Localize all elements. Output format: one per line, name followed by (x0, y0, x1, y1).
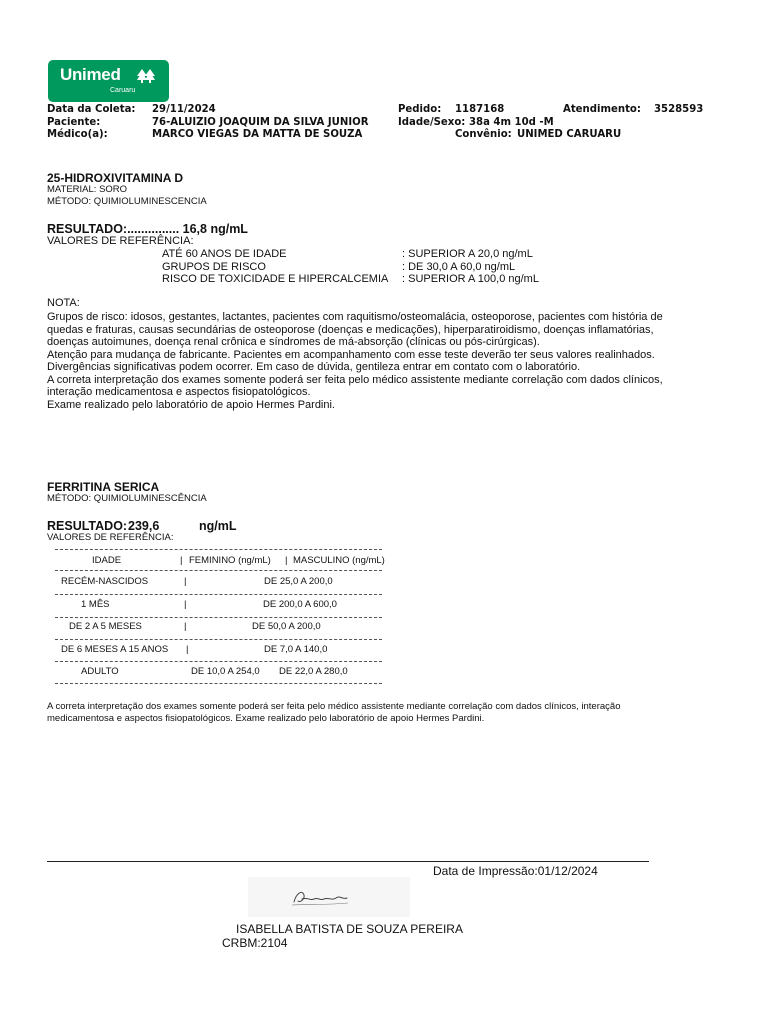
unimed-logo (48, 60, 169, 102)
nota-line: doenças autoimunes, doença renal crônica e síndromes de má-absorção (clínicas ou pós-cirúrgicas). (47, 336, 540, 348)
table-divider (55, 570, 382, 571)
exam2-footer-note (47, 701, 620, 724)
paciente-label: Paciente: (47, 115, 101, 128)
table-header-masculino: MASCULINO (ng/mL) (293, 555, 385, 566)
nota-line: A correta interpretação dos exames somente poderá ser feita pelo médico assistente mediante correlação com dados clínicos, (47, 373, 663, 386)
table-row-valor: DE 200,0 A 600,0 (263, 599, 337, 610)
footer-note-line: A correta interpretação dos exames somente poderá ser feita pelo médico assistente mediante correlação com dados clínicos, interação (47, 701, 621, 712)
pedido-value: 1187168 (455, 102, 505, 115)
data-impressao: Data de Impressão:01/12/2024 (433, 864, 598, 878)
signature (248, 877, 410, 917)
table-divider (55, 683, 382, 684)
signer-name: ISABELLA BATISTA DE SOUZA PEREIRA (236, 922, 463, 936)
convenio-label: Convênio: (455, 127, 512, 140)
exam1-resultado: RESULTADO:............... 16,8 ng/mL (47, 222, 248, 236)
table-divider (55, 594, 382, 595)
table-header-sep: | (285, 555, 288, 566)
table-divider (55, 661, 382, 662)
exam2-ref-label: VALORES DE REFERÊNCIA: (47, 532, 174, 543)
table-row-valor: DE 25,0 A 200,0 (264, 576, 333, 587)
table-divider (55, 617, 382, 618)
exam1-nota (47, 311, 717, 411)
table-header-sep: | (180, 555, 183, 566)
nota-line: Divergências significativas podem ocorrer. Em caso de dúvida, gentileza entrar em contato com o laboratório. (47, 361, 581, 373)
nota-line: interação medicamentosa e aspectos fisiopatológicos. (47, 386, 311, 398)
table-divider (55, 549, 382, 550)
pedido-label: Pedido: (398, 102, 442, 115)
logo-name: Unimed (60, 65, 121, 84)
idade-sexo-label: Idade/Sexo: (398, 115, 466, 128)
table-row-sep: | (184, 621, 187, 632)
footer-divider (47, 861, 649, 862)
nota-line: Exame realizado pelo laboratório de apoio Hermes Pardini. (47, 398, 335, 411)
exam1-ref-label-1: GRUPOS DE RISCO (162, 261, 266, 273)
table-header-idade: IDADE (92, 555, 122, 566)
signature-icon (248, 877, 410, 917)
nota-line: Atenção para mudança de fabricante. Pacientes em acompanhamento com esse teste deverão ter seus valores realinhados. (47, 348, 655, 361)
atendimento-label: Atendimento: (563, 102, 641, 115)
table-row-valor: DE 50,0 A 200,0 (252, 621, 321, 632)
exam1-ref-value-2: : SUPERIOR A 100,0 ng/mL (402, 273, 539, 285)
exam1-ref-label: VALORES DE REFERÊNCIA: (47, 235, 194, 247)
table-row-feminino: DE 10,0 A 254,0 (191, 666, 260, 677)
table-row-sep: | (184, 576, 187, 587)
exam1-ref-value-1: : DE 30,0 A 60,0 ng/mL (402, 261, 516, 273)
data-coleta-value: 29/11/2024 (152, 102, 216, 115)
table-row-idade: DE 6 MESES A 15 ANOS (61, 644, 169, 655)
table-row-idade: DE 2 A 5 MESES (69, 621, 142, 632)
nota-line: Grupos de risco: idosos, gestantes, lactantes, pacientes com raquitismo/osteomalácia, osteoporose, pacientes com história de (47, 311, 663, 323)
table-row-sep: | (184, 599, 187, 610)
footer-note-line: medicamentosa e aspectos fisiopatológicos. Exame realizado pelo laboratório de apoio Hermes Pardini. (47, 712, 485, 724)
data-coleta-label: Data da Coleta: (47, 102, 136, 115)
table-row-idade: ADULTO (81, 666, 119, 677)
table-row-idade: 1 MÊS (81, 599, 110, 610)
exam1-ref-label-0: ATÉ 60 ANOS DE IDADE (162, 248, 287, 260)
nota-line: quedas e fraturas, causas secundárias de osteoporose (doenças e medicações), hiperparatiroidismo, doenças inflamatórias, (47, 323, 654, 336)
exam1-nota-label: NOTA: (47, 297, 80, 309)
logo-subtitle: Caruaru (110, 87, 136, 94)
table-row-valor: DE 7,0 A 140,0 (264, 644, 328, 655)
exam1-title: 25-HIDROXIVITAMINA D (47, 171, 184, 185)
table-row-idade: RECÉM-NASCIDOS (61, 576, 149, 587)
medico-value: MARCO VIEGAS DA MATTA DE SOUZA (152, 127, 363, 140)
table-header-feminino: FEMININO (ng/mL) (189, 555, 271, 566)
table-divider (55, 639, 382, 640)
exam1-ref-value-0: : SUPERIOR A 20,0 ng/mL (402, 248, 533, 260)
exam2-resultado-value: 239,6 (128, 519, 160, 533)
exam2-resultado-label: RESULTADO: (47, 519, 128, 533)
unimed-tree-icon (136, 68, 156, 84)
atendimento-value: 3528593 (654, 102, 704, 115)
paciente-value: 76-ALUIZIO JOAQUIM DA SILVA JUNIOR (152, 115, 369, 128)
exam2-metodo: MÉTODO: QUIMIOLUMINESCÊNCIA (47, 493, 207, 504)
exam2-title: FERRITINA SERICA (47, 480, 160, 494)
exam2-resultado-unit: ng/mL (199, 519, 237, 533)
exam1-metodo: MÉTODO: QUIMIOLUMINESCENCIA (47, 196, 207, 207)
convenio-value: UNIMED CARUARU (517, 127, 622, 140)
medico-label: Médico(a): (47, 127, 108, 140)
table-row-sep: | (186, 644, 189, 655)
table-row-masculino: DE 22,0 A 280,0 (279, 666, 348, 677)
exam1-material: MATERIAL: SORO (47, 184, 128, 195)
exam1-ref-label-2: RISCO DE TOXICIDADE E HIPERCALCEMIA (162, 273, 389, 285)
signer-crbm: CRBM:2104 (222, 936, 288, 950)
idade-sexo-value: 38a 4m 10d -M (469, 115, 554, 128)
